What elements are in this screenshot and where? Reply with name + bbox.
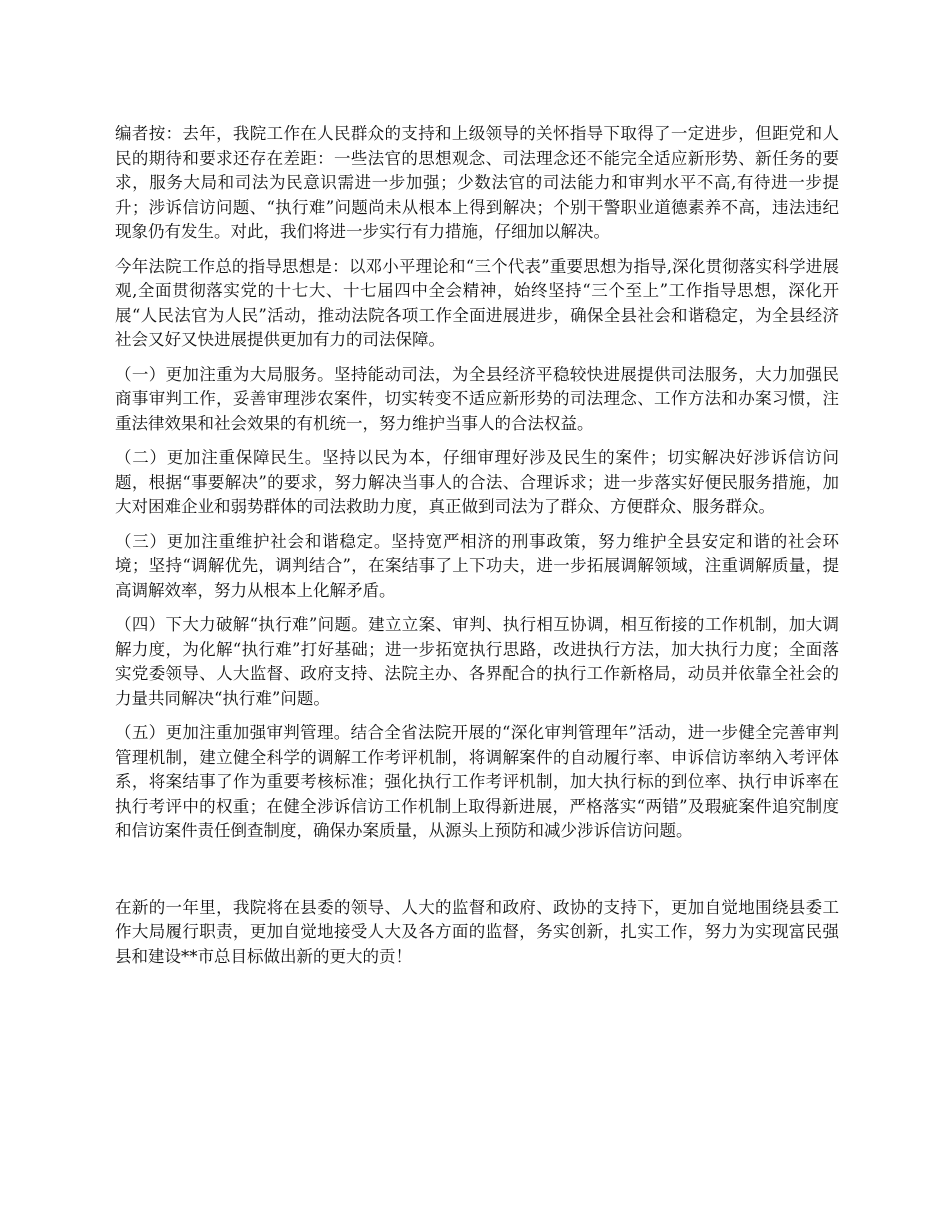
section-5-paragraph: （五）更加注重加强审判管理。结合全省法院开展的“深化审判管理年”活动，进一步健全完善审判管理机制，建立健全科学的调解工作考评机制，将调解案件的自动履行率、申诉信访率纳入考评体系，将案结事了作为重要考核标准；强化执行工作考评机制，加大执行标的到位率、执行申诉率在执行考评中的权重；在健全涉诉信访工作机制上取得新进展，严格落实“两错”及瑕疵案件追究制度和信访案件责任倒查制度，确保办案质量，从源头上预防和减少涉诉信访问题。 (115, 723, 839, 840)
paragraph-gap (115, 854, 839, 896)
section-2-paragraph: （二）更加注重保障民生。坚持以民为本，仔细审理好涉及民生的案件；切实解决好涉诉信访问题，根据“事要解决”的要求，努力解决当事人的合法、合理诉求；进一步落实好便民服务措施，加大对困难企业和弱势群体的司法救助力度，真正做到司法为了群众、方便群众、服务群众。 (115, 448, 839, 516)
section-1-paragraph: （一）更加注重为大局服务。坚持能动司法，为全县经济平稳较快进展提供司法服务，大力加强民商事审判工作，妥善审理涉农案件，切实转变不适应新形势的司法理念、工作方法和办案习惯，注重法律效果和社会效果的有机统一，努力维护当事人的合法权益。 (115, 364, 839, 433)
document-body (115, 122, 839, 979)
guiding-thought-paragraph: 今年法院工作总的指导思想是：以邓小平理论和“三个代表”重要思想为指导,深化贯彻落实科学进展观,全面贯彻落实党的十七大、十七届四中全会精神，始终坚持“三个至上”工作指导思想，深化开展“人民法官为人民”活动，推动法院各项工作全面进展进步，确保全县社会和谐稳定，为全县经济社会又好又快进展提供更加有力的司法保障。 (115, 256, 839, 349)
section-4-paragraph: （四）下大力破解“执行难”问题。建立立案、审判、执行相互协调，相互衔接的工作机制，加大调解力度，为化解“执行难”打好基础；进一步拓宽执行思路，改进执行方法，加大执行力度；全面落实党委领导、人大监督、政府支持、法院主办、各界配合的执行工作新格局，动员并依靠全社会的力量共同解决“执行难”问题。 (115, 615, 839, 708)
editor-note-paragraph: 编者按：去年，我院工作在人民群众的支持和上级领导的关怀指导下取得了一定进步，但距党和人民的期待和要求还存在差距：一些法官的思想观念、司法理念还不能完全适应新形势、新任务的要求，服务大局和司法为民意识需进一步加强；少数法官的司法能力和审判水平不高,有待进一步提升；涉诉信访问题、“执行难”问题尚未从根本上得到解决；个别干警职业道德素养不高，违法违纪现象仍有发生。对此，我们将进一步实行有力措施，仔细加以解决。 (115, 124, 839, 241)
closing-paragraph: 在新的一年里，我院将在县委的领导、人大的监督和政府、政协的支持下，更加自觉地围绕县委工作大局履行职责，更加自觉地接受人大及各方面的监督，务实创新，扎实工作，努力为实现富民强县和建设**市总目标做出新的更大的贡！ (115, 897, 839, 966)
section-3-paragraph: （三）更加注重维护社会和谐稳定。坚持宽严相济的刑事政策，努力维护全县安定和谐的社会环境；坚持“调解优先，调判结合”，在案结事了上下功夫，进一步拓展调解领域，注重调解质量，提高调解效率，努力从根本上化解矛盾。 (115, 531, 839, 600)
